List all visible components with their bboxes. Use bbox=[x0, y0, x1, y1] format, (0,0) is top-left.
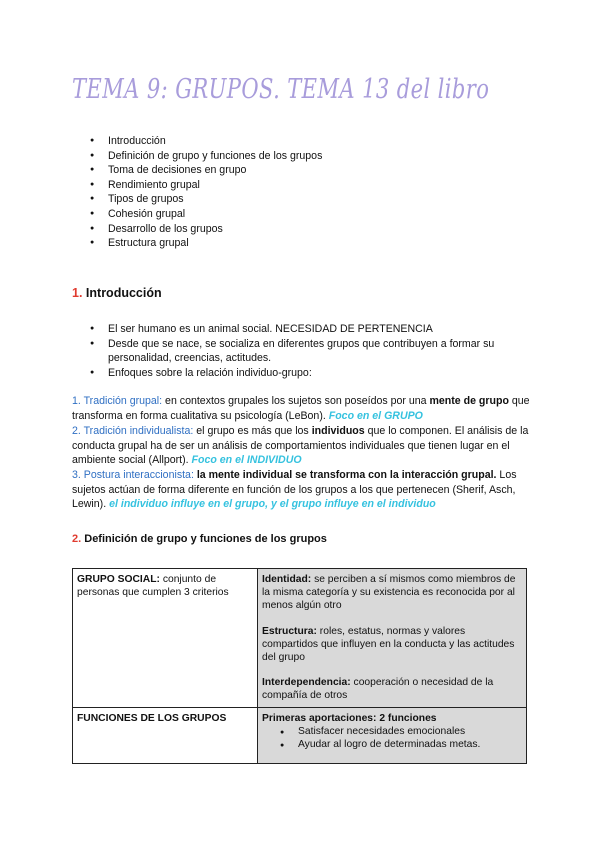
toc-item: ● Cohesión grupal bbox=[90, 207, 322, 222]
focus-highlight: el individuo influye en el grupo, y el grupo influye en el individuo bbox=[109, 498, 436, 511]
criterion-identidad bbox=[262, 573, 522, 613]
table-row bbox=[73, 569, 527, 708]
cell-text: conjunto de personas que cumplen 3 criterios bbox=[77, 574, 229, 599]
table-row bbox=[73, 707, 527, 764]
approach-label: 1. Tradición grupal: bbox=[72, 395, 163, 407]
approach-label: 2. Tradición individualista: bbox=[72, 425, 194, 437]
list-item: ● Ayudar al logro de determinadas metas. bbox=[280, 738, 522, 751]
paragraph-text: que transforma en forma cualitativa su psicología (LeBon). bbox=[72, 395, 530, 422]
bold-text: mente de grupo bbox=[429, 395, 509, 407]
section-title: Introducción bbox=[85, 286, 162, 300]
cell-text: se perciben a sí mismos como miembros de la misma categoría y su existencia es reconocida por al menos algún otro bbox=[262, 574, 516, 612]
intro-bullets bbox=[90, 322, 530, 380]
focus-highlight: Foco en el INDIVIDUO bbox=[191, 454, 302, 467]
list-item: ● Satisfacer necesidades emocionales bbox=[280, 725, 522, 738]
table-cell bbox=[258, 569, 527, 708]
list-item: ● El ser humano es un animal social. NECESIDAD DE PERTENENCIA bbox=[90, 322, 530, 337]
toc-item: ● Estructura grupal bbox=[90, 236, 322, 251]
section-2-heading bbox=[72, 533, 327, 545]
document-title: TEMA 9: GRUPOS. TEMA 13 del libro bbox=[72, 74, 490, 105]
bold-text: FUNCIONES DE LOS GRUPOS bbox=[77, 712, 227, 724]
cell-text: roles, estatus, normas y valores compartidos que influyen en la conducta y las actitudes del grupo bbox=[262, 625, 515, 664]
paragraph-text: el grupo es más que los bbox=[193, 425, 312, 437]
criterion-interdependencia bbox=[262, 676, 522, 702]
toc-item: ● Tipos de grupos bbox=[90, 192, 322, 207]
approach-grupal bbox=[72, 394, 532, 423]
bold-text: GRUPO SOCIAL: bbox=[77, 574, 160, 585]
approach-interaccionista bbox=[72, 468, 532, 512]
bold-text: individuos bbox=[311, 425, 365, 437]
table-cell bbox=[258, 707, 527, 764]
toc-item: ● Rendimiento grupal bbox=[90, 178, 322, 193]
bold-text: la mente individual se transforma con la interacción grupal. bbox=[193, 469, 497, 481]
list-item: ● Desde que se nace, se socializa en diferentes grupos que contribuyen a formar su personalidad, creencias, actitudes. bbox=[90, 337, 530, 366]
list-item: ● Enfoques sobre la relación individuo-grupo: bbox=[90, 366, 530, 381]
approach-label: 3. Postura interaccionista: bbox=[72, 469, 194, 481]
cell-text: cooperación o necesidad de la compañía de otros bbox=[262, 677, 494, 702]
bold-text: Primeras aportaciones: 2 funciones bbox=[262, 712, 437, 724]
criterion-estructura bbox=[262, 625, 522, 665]
bold-text: Estructura: bbox=[262, 625, 317, 637]
paragraph-text: Los sujetos actúan de forma diferente en función de los grupos a los que pertenecen (Sherif, Asch, Lewin). bbox=[72, 469, 517, 511]
bold-text: Interdependencia: bbox=[262, 677, 351, 689]
section-1-heading bbox=[72, 286, 162, 300]
table-cell bbox=[73, 569, 258, 708]
focus-highlight: Foco en el GRUPO bbox=[328, 409, 423, 422]
approach-individualista bbox=[72, 424, 532, 468]
bold-text: Identidad: bbox=[262, 574, 312, 585]
toc-item: ● Toma de decisiones en grupo bbox=[90, 163, 322, 178]
table-of-contents bbox=[90, 134, 322, 251]
paragraph-text: en contextos grupales los sujetos son poseídos por una bbox=[162, 395, 430, 407]
table-cell bbox=[73, 707, 258, 764]
functions-list bbox=[262, 725, 522, 759]
toc-item: ● Desarrollo de los grupos bbox=[90, 222, 322, 237]
section-title: Definición de grupo y funciones de los grupos bbox=[84, 533, 327, 545]
toc-item: ● Definición de grupo y funciones de los grupos bbox=[90, 149, 322, 164]
section-number: 2. bbox=[72, 533, 82, 545]
paragraph-text: que lo componen. El análisis de la conducta grupal ha de ser un análisis de comportamientos individuales que tienen lugar en el ambiente social (Allport). bbox=[72, 425, 529, 467]
definition-table bbox=[72, 568, 527, 764]
section-number: 1. bbox=[72, 286, 83, 300]
toc-item: ● Introducción bbox=[90, 134, 322, 149]
